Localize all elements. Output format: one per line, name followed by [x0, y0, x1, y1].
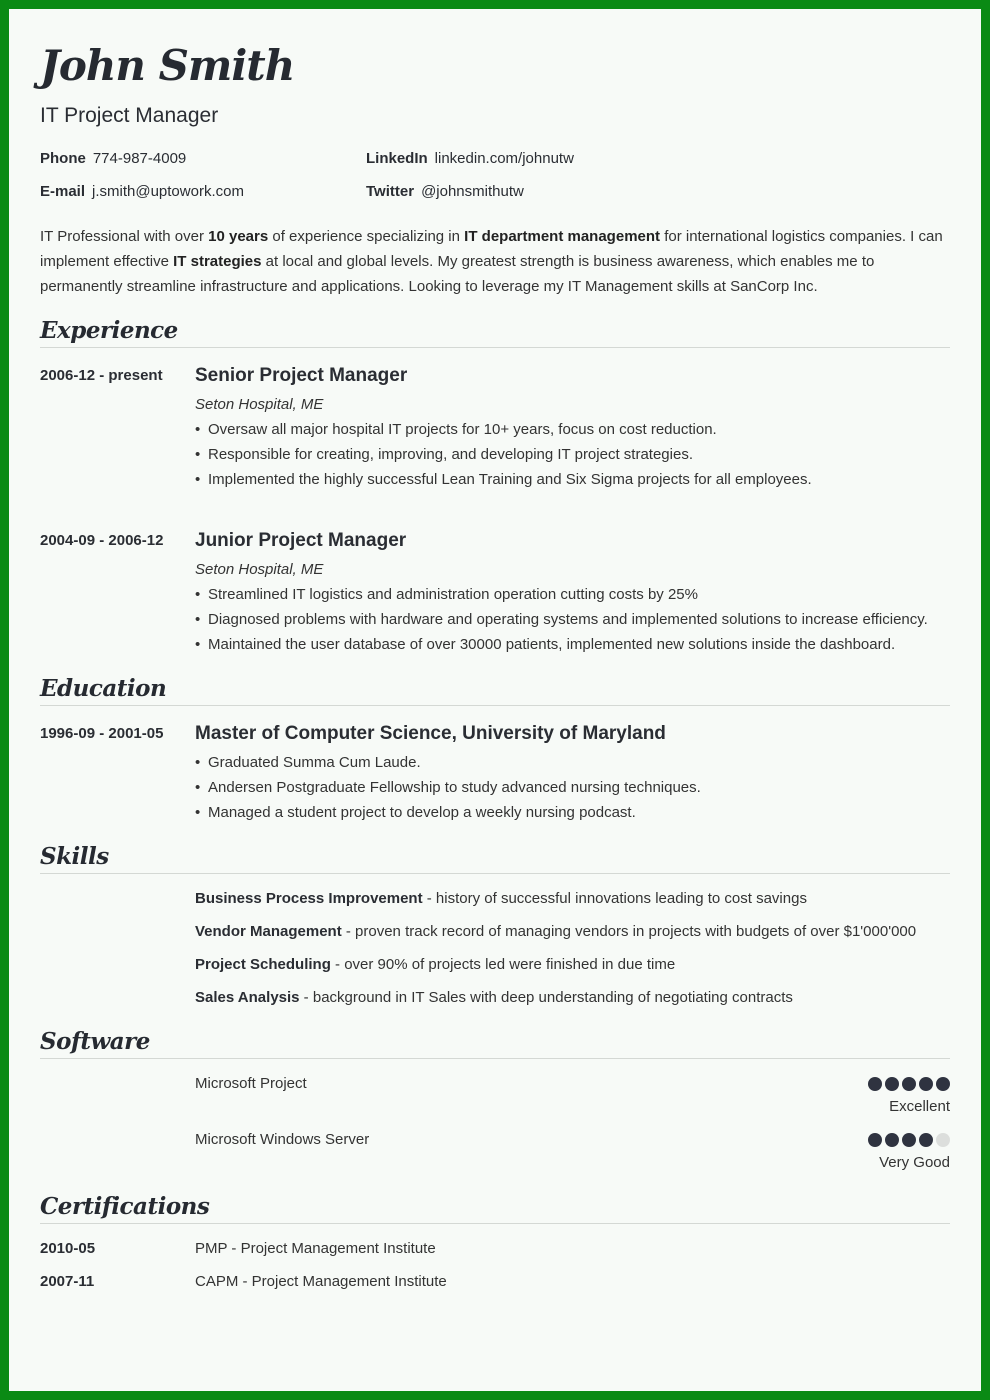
- rating-dot-filled: [868, 1133, 882, 1147]
- candidate-job-title: IT Project Manager: [40, 104, 219, 127]
- rating-dot-filled: [885, 1133, 899, 1147]
- certification-name: CAPM - Project Management Institute: [195, 1273, 447, 1290]
- profile-summary: IT Professional with over 10 years of experience specializing in IT department management for international logistics companies. I can implement effective IT strategies at local and global levels. My greatest strength is business awareness, which enables me to permanently streamline infrastructure and applications. Looking to leverage my IT Management skills at SanCorp Inc.: [40, 228, 943, 295]
- contact-phone: [40, 150, 186, 167]
- contact-label: LinkedIn: [366, 150, 428, 167]
- section-heading-certifications: Certifications: [40, 1193, 950, 1224]
- experience-date: 2004-09 - 2006-12: [40, 532, 164, 549]
- contact-email: [40, 183, 244, 200]
- rating-dot-filled: [919, 1077, 933, 1091]
- list-item: • Andersen Postgraduate Fellowship to study advanced nursing techniques.: [195, 775, 701, 800]
- section-heading-software: Software: [40, 1028, 950, 1059]
- rating-dot-filled: [868, 1077, 882, 1091]
- contact-label: E-mail: [40, 183, 86, 200]
- software-name: Microsoft Windows Server: [195, 1131, 370, 1148]
- software-name: Microsoft Project: [195, 1075, 307, 1092]
- contact-value[interactable]: @johnsmithutw: [421, 183, 524, 200]
- software-level: Very Good: [879, 1154, 950, 1171]
- certification-date: 2007-11: [40, 1273, 95, 1290]
- contact-value[interactable]: j.smith@uptowork.com: [92, 183, 244, 200]
- section-heading-skills: Skills: [40, 843, 950, 874]
- list-item: • Streamlined IT logistics and administration operation cutting costs by 25%: [195, 582, 928, 607]
- skill-item: Project Scheduling - over 90% of projects led were finished in due time: [195, 956, 676, 973]
- experience-title: Junior Project Manager: [195, 530, 407, 551]
- education-title: Master of Computer Science, University of Maryland: [195, 723, 666, 744]
- contact-label: Twitter: [366, 183, 415, 200]
- rating-dot-filled: [902, 1077, 916, 1091]
- rating-dots: [868, 1077, 950, 1091]
- rating-dot-filled: [936, 1077, 950, 1091]
- experience-company: Seton Hospital, ME: [195, 561, 324, 578]
- candidate-name: John Smith: [40, 41, 295, 90]
- rating-dot-filled: [902, 1133, 916, 1147]
- contact-value: 774-987-4009: [92, 150, 187, 167]
- list-item: • Oversaw all major hospital IT projects for 10+ years, focus on cost reduction.: [195, 417, 812, 442]
- certification-name: PMP - Project Management Institute: [195, 1240, 436, 1257]
- experience-bullets: [195, 417, 812, 492]
- section-heading-education: Education: [40, 675, 950, 706]
- experience-date: 2006-12 - present: [40, 367, 163, 384]
- experience-title: Senior Project Manager: [195, 365, 408, 386]
- skill-item: Business Process Improvement - history of successful innovations leading to cost savings: [195, 890, 807, 907]
- rating-dot-filled: [885, 1077, 899, 1091]
- list-item: • Responsible for creating, improving, and developing IT project strategies.: [195, 442, 812, 467]
- experience-bullets: [195, 582, 928, 657]
- software-level: Excellent: [889, 1098, 950, 1115]
- contact-value[interactable]: linkedin.com/johnutw: [434, 150, 574, 167]
- contact-linkedin: [366, 150, 574, 167]
- skill-item: Vendor Management - proven track record of managing vendors in projects with budgets of over $1'000'000: [195, 923, 917, 940]
- skill-item: Sales Analysis - background in IT Sales with deep understanding of negotiating contracts: [195, 989, 793, 1006]
- resume-page: [9, 9, 981, 1391]
- contact-label: Phone: [40, 150, 86, 167]
- rating-dot-empty: [936, 1133, 950, 1147]
- contact-twitter: [366, 183, 524, 200]
- section-heading-experience: Experience: [40, 317, 950, 348]
- experience-company: Seton Hospital, ME: [195, 396, 324, 413]
- list-item: • Diagnosed problems with hardware and operating systems and implemented solutions to increase efficiency.: [195, 607, 928, 632]
- education-bullets: [195, 750, 701, 825]
- list-item: • Graduated Summa Cum Laude.: [195, 750, 701, 775]
- list-item: • Maintained the user database of over 30000 patients, implemented new solutions inside the dashboard.: [195, 632, 928, 657]
- rating-dot-filled: [919, 1133, 933, 1147]
- list-item: • Implemented the highly successful Lean Training and Six Sigma projects for all employees.: [195, 467, 812, 492]
- list-item: • Managed a student project to develop a weekly nursing podcast.: [195, 800, 701, 825]
- rating-dots: [868, 1133, 950, 1147]
- education-date: 1996-09 - 2001-05: [40, 725, 164, 742]
- certification-date: 2010-05: [40, 1240, 96, 1257]
